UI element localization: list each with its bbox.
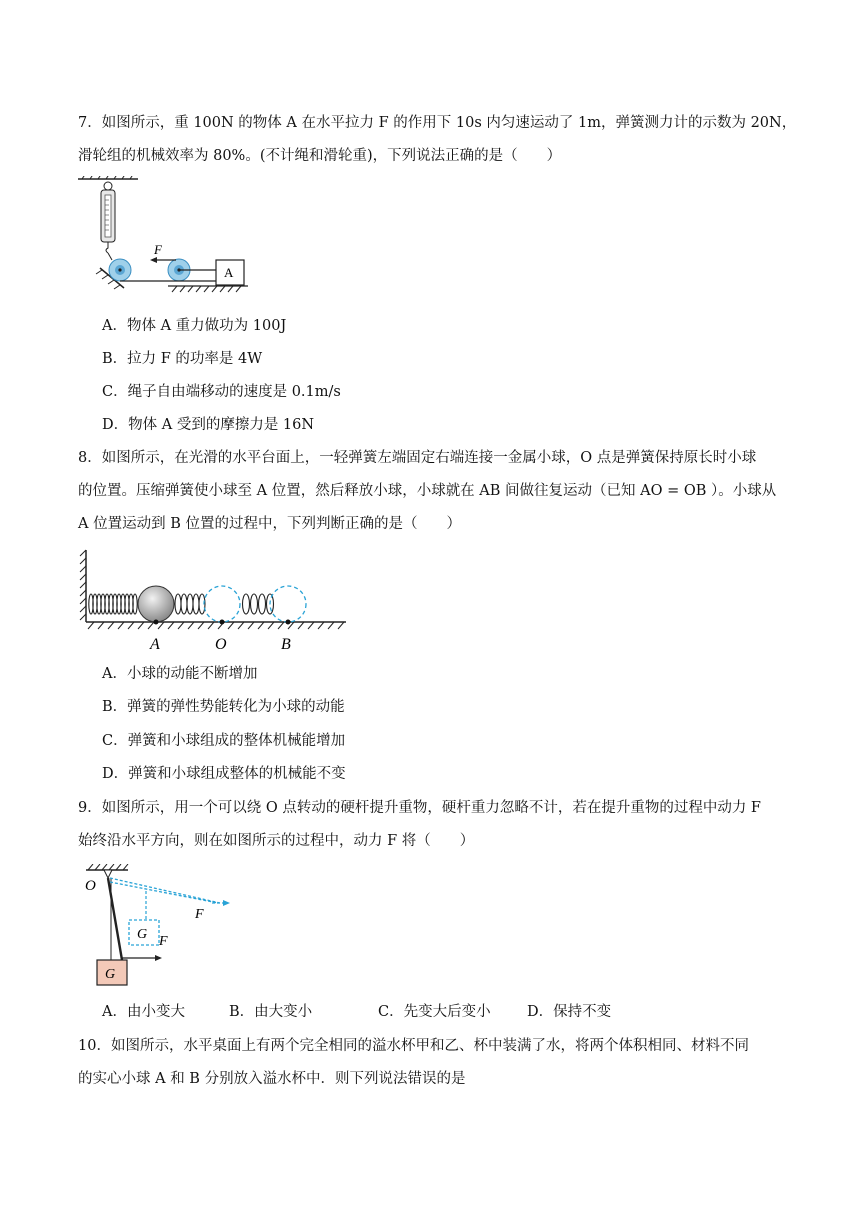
q7-block-label: A xyxy=(224,265,234,280)
q7-option-a[interactable]: A．物体 A 重力做功为 100J xyxy=(102,318,287,334)
q8-stem-line3: A 位置运动到 B 位置的过程中，下列判断正确的是（ ） xyxy=(78,516,461,532)
q9-option-d[interactable]: D．保持不变 xyxy=(527,1004,612,1020)
q8-stem-line2: 的位置。压缩弹簧使小球至 A 位置，然后释放小球，小球就在 AB 间做往复运动（已知 AO = OB ）。小球从 xyxy=(78,483,777,499)
q9-stem-line1: 9．如图所示，用一个可以绕 O 点转动的硬杆提升重物，硬杆重力忽略不计，若在提升重物的过程中动力 F xyxy=(78,800,761,816)
q8-spring-figure xyxy=(76,548,351,656)
q9-option-b[interactable]: B．由大变小 xyxy=(229,1004,313,1020)
q7-stem-line2: 滑轮组的机械效率为 80%。(不计绳和滑轮重)，下列说法正确的是（ ） xyxy=(78,148,562,164)
q8-label-a: A xyxy=(150,636,160,653)
q9-label-g-bottom: G xyxy=(105,967,116,982)
q8-option-a[interactable]: A．小球的动能不断增加 xyxy=(102,666,258,682)
q7-pulley-figure xyxy=(78,176,258,298)
q8-option-b[interactable]: B．弹簧的弹性势能转化为小球的动能 xyxy=(102,699,345,715)
q7-option-b[interactable]: B．拉力 F 的功率是 4W xyxy=(102,351,263,367)
q8-label-b: B xyxy=(281,636,291,653)
q9-label-o: O xyxy=(85,878,96,894)
q9-label-f-top: F xyxy=(195,907,204,922)
q9-option-c[interactable]: C．先变大后变小 xyxy=(378,1004,491,1020)
q8-stem-line1: 8．如图所示，在光滑的水平台面上，一轻弹簧左端固定右端连接一金属小球，O 点是弹簧保持原长时小球 xyxy=(78,450,757,466)
q9-lever-figure xyxy=(82,864,242,990)
q9-stem-line2: 始终沿水平方向，则在如图所示的过程中，动力 F 将（ ） xyxy=(78,833,475,849)
q8-option-d[interactable]: D．弹簧和小球组成整体的机械能不变 xyxy=(102,766,346,782)
q10-stem-line1: 10．如图所示，水平桌面上有两个完全相同的溢水杯甲和乙、杯中装满了水，将两个体积相同、材料不同 xyxy=(78,1038,749,1054)
q8-label-o: O xyxy=(215,636,227,653)
q8-option-c[interactable]: C．弹簧和小球组成的整体机械能增加 xyxy=(102,733,346,749)
q9-label-f-bottom: F xyxy=(159,934,168,949)
q10-stem-line2: 的实心小球 A 和 B 分别放入溢水杯中．则下列说法错误的是 xyxy=(78,1071,466,1087)
q7-stem-line1: 7．如图所示，重 100N 的物体 A 在水平拉力 F 的作用下 10s 内匀速运动了 1m，弹簧测力计的示数为 20N， xyxy=(78,115,797,131)
q9-option-a[interactable]: A．由小变大 xyxy=(102,1004,185,1020)
q7-option-d[interactable]: D．物体 A 受到的摩擦力是 16N xyxy=(102,417,315,433)
q7-option-c[interactable]: C．绳子自由端移动的速度是 0.1m/s xyxy=(102,384,341,400)
q7-force-label: F xyxy=(154,242,162,257)
q9-label-g-top: G xyxy=(137,927,148,942)
